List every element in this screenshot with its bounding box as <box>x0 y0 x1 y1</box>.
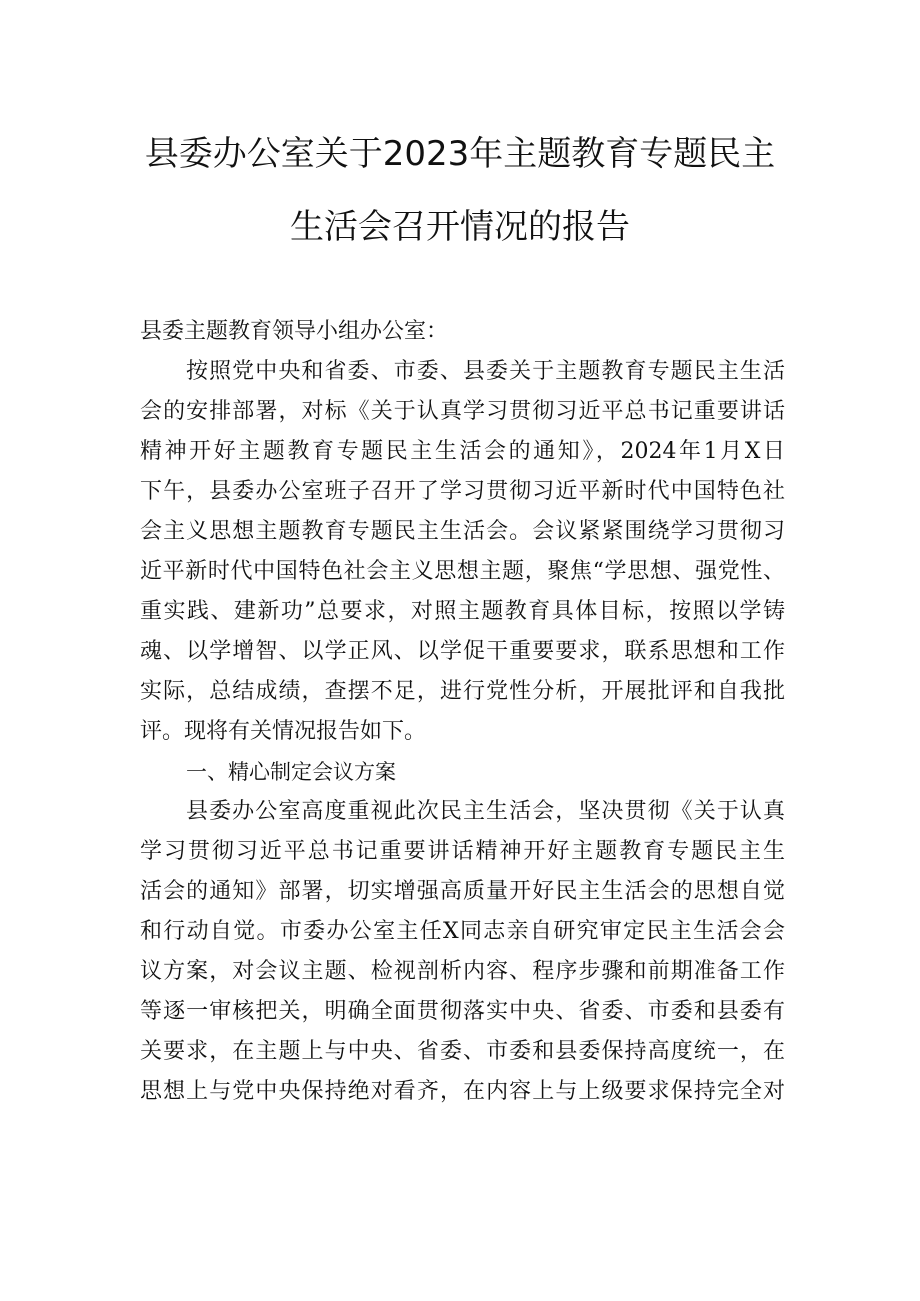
salutation <box>140 312 785 352</box>
paragraph-line: 和行动自觉。市委办公室主任X同志亲自研究审定民主生活会会 <box>140 919 785 944</box>
paragraph-line: 精神开好主题教育专题民主生活会的通知》，2024年1月X日 <box>140 439 785 464</box>
paragraph-line: 评。现将有关情况报告如下。 <box>140 719 427 744</box>
paragraph-line: 魂、以学增智、以学正风、以学促干重要要求，联系思想和工作 <box>140 639 785 664</box>
document-title-line-2: 生活会召开情况的报告 <box>290 207 630 247</box>
paragraph-line: 活会的通知》部署，切实增强高质量开好民主生活会的思想自觉 <box>140 879 785 904</box>
paragraph-line: 思想上与党中央保持绝对看齐，在内容上与上级要求保持完全对 <box>140 1079 785 1104</box>
paragraph-1 <box>140 352 785 752</box>
document-title-line-1: 县委办公室关于2023年主题教育专题民主 <box>144 134 776 174</box>
paragraph-line: 学习贯彻习近平总书记重要讲话精神开好主题教育专题民主生 <box>140 839 785 864</box>
document-body <box>140 312 785 1112</box>
paragraph-line: 等逐一审核把关，明确全面贯彻落实中央、省委、市委和县委有 <box>140 999 785 1024</box>
paragraph-line: 重实践、建新功”总要求，对照主题教育具体目标，按照以学铸 <box>140 599 785 624</box>
paragraph-line: 实际，总结成绩，查摆不足，进行党性分析，开展批评和自我批 <box>140 679 785 704</box>
paragraph-line: 近平新时代中国特色社会主义思想主题，聚焦“学思想、强党性、 <box>140 559 785 584</box>
paragraph-line: 按照党中央和省委、市委、县委关于主题教育专题民主生活 <box>186 359 785 384</box>
salutation-text: 县委主题教育领导小组办公室： <box>140 319 449 344</box>
paragraph-line: 会的安排部署，对标《关于认真学习贯彻习近平总书记重要讲话 <box>140 399 785 424</box>
section-heading-1: 一、精心制定会议方案 <box>186 760 396 784</box>
paragraph-line: 关要求，在主题上与中央、省委、市委和县委保持高度统一，在 <box>140 1039 785 1064</box>
paragraph-line: 会主义思想主题教育专题民主生活会。会议紧紧围绕学习贯彻习 <box>140 519 785 544</box>
paragraph-2 <box>140 792 785 1112</box>
paragraph-line: 下午，县委办公室班子召开了学习贯彻习近平新时代中国特色社 <box>140 479 785 504</box>
paragraph-line: 议方案，对会议主题、检视剖析内容、程序步骤和前期准备工作 <box>140 959 785 984</box>
paragraph-line: 县委办公室高度重视此次民主生活会，坚决贯彻《关于认真 <box>186 799 785 824</box>
